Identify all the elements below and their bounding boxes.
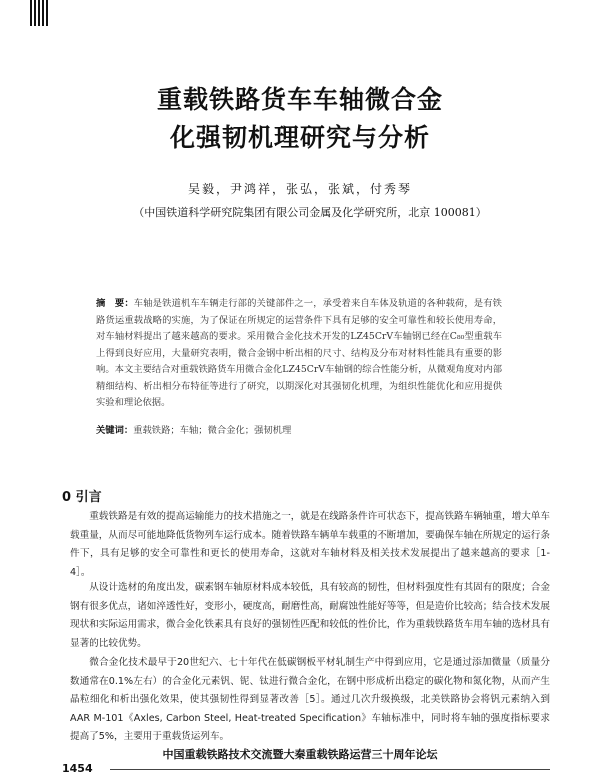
footer-conference-title: 中国重载铁路技术交流暨大秦重载铁路运营三十周年论坛 xyxy=(162,748,438,761)
affiliation: （中国铁道科学研究院集团有限公司金属及化学研究所，北京 100081） xyxy=(133,206,487,219)
footer-divider xyxy=(110,769,550,770)
body-paragraph: 重载铁路是有效的提高运输能力的技术措施之一，就是在线路条件许可状态下，提高铁路车辆轴重，增大单车载重量，从而尽可能地降低货物列车运行成本。随着铁路车辆单车载重的不断增加，要确保车轴在所规定的运行条件下，具有足够的安全可靠性和更长的使用寿命，这就对车轴材料及相关技术发展提出了越来越高的要求［1-4］。 xyxy=(70,511,550,578)
paper-title-line-2: 化强韧机理研究与分析 xyxy=(169,123,430,152)
abstract-label: 摘 要： xyxy=(96,298,134,309)
scan-edge-mark xyxy=(30,0,48,26)
abstract-text: 车轴是铁道机车车辆走行部的关键部件之一，承受着来自车体及轨道的各种载荷，是有铁路货运重载战略的实施，为了保证在所规定的运营条件下具有足够的安全可靠性和较长使用寿命，对车轴材料提出了越来越高的要求。采用微合金化技术开发的LZ45CrV车轴钢已经在C₈₀型重载车上得到良好应用，大量研究表明，微合金钢中析出相的尺寸、结构及分布对材料性能具有重要的影响。本文主要结合对重载铁路货车用微合金化LZ45CrV车轴钢的综合性能分析，从微观角度对内部精细结构、析出相分布特征等进行了研究，以期深化对其强韧化机理，为组织性能优化和应用提供实验和理论依据。 xyxy=(96,298,502,408)
body-paragraph: 从设计选材的角度出发，碳素钢车轴原材料成本较低，具有较高的韧性，但材料强度性有其固有的限度；合金钢有很多优点，诸如淬透性好，变形小，硬度高，耐磨性高，耐腐蚀性能好等等，但是造价比较高；结合技术发展现状和实际运用需求，微合金化铁素具有良好的强韧性匹配和较低的性价比，作为重载铁路货车用车轴的选材具有显著的比较优势。 xyxy=(70,582,550,649)
keywords xyxy=(96,422,502,436)
abstract xyxy=(96,296,502,412)
keywords-label: 关键词： xyxy=(96,425,134,436)
author-list: 吴毅，尹鸿祥，张弘，张斌，付秀琴 xyxy=(187,182,412,196)
body-paragraph: 微合金化技术最早于20世纪六、七十年代在低碳钢板平材轧制生产中得到应用，它是通过添加微量（质量分数通常在0.1%左右）的合金化元素钒、铌、钛进行微合金化，在钢中形成析出稳定的碳化物和氮化物，从而产生晶粒细化和析出强化效果，使其强韧性得到显著改善［5］。通过几次升级换级，北美铁路协会将钒元素纳入到AAR M-101《Axles, Carbon Steel, Heat-treated Specification》车轴标准中，同时将车轴的强度指标要求提高了5%，主要用于重载货运列车。 xyxy=(70,657,550,743)
paper-title-line-1: 重载铁路货车车轴微合金 xyxy=(156,85,443,114)
keywords-text: 重载铁路；车轴；微合金化；强韧机理 xyxy=(133,425,292,436)
section-heading: 0 引言 xyxy=(62,490,102,505)
page-number: 1454 xyxy=(62,762,93,775)
